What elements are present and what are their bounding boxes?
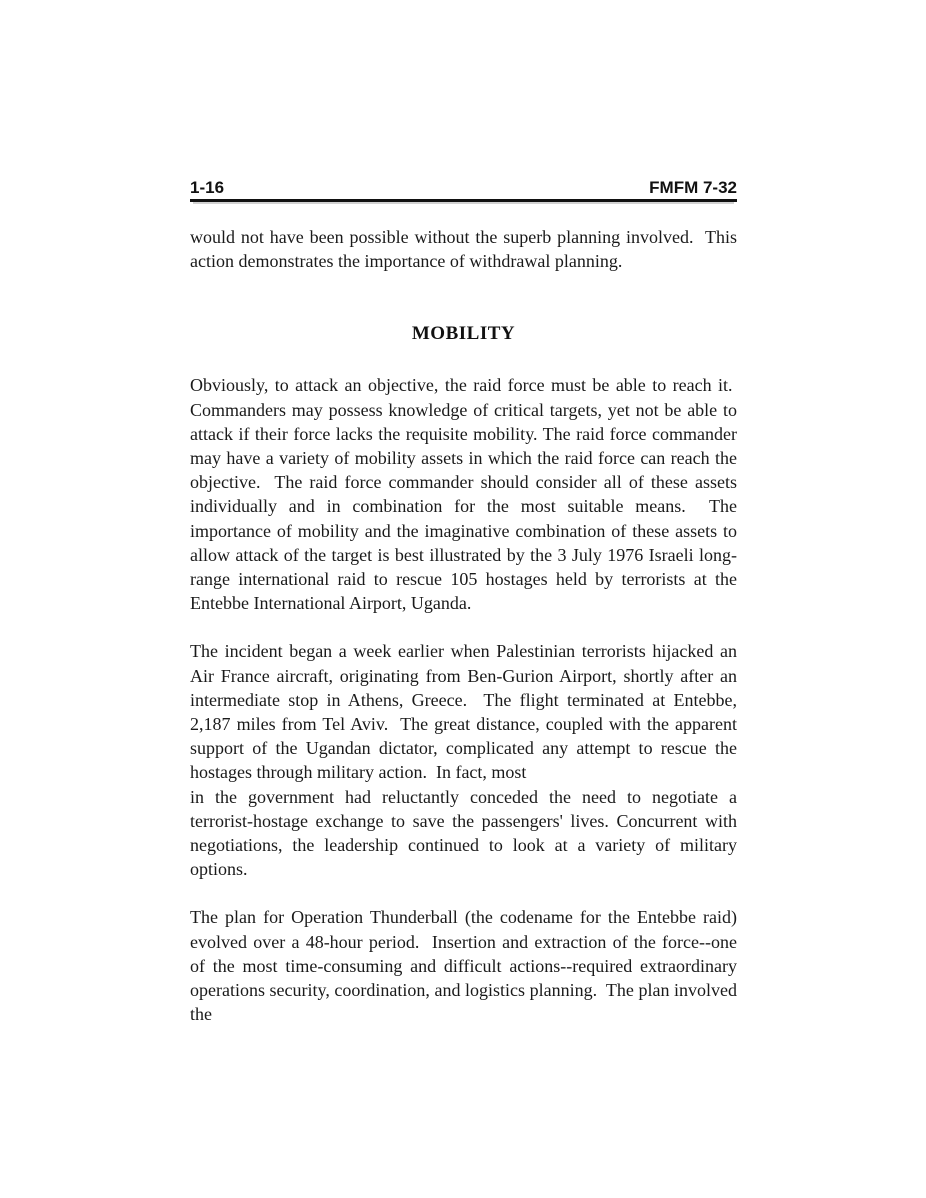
page-header [190,178,737,202]
publication-id: FMFM 7-32 [649,178,737,197]
section-heading-mobility: MOBILITY [411,323,516,345]
text-column [190,178,737,1026]
paragraph-operation-thunderball: The plan for Operation Thunderball (the codename for the Entebbe raid) evolved over a 48-hour period. Insertion and extraction of the force--one of the most time-consuming and difficult actions--required extraordinary operations security, coordination, and logistics planning. The plan involved the [190,907,737,1025]
paragraph-mobility-overview: Obviously, to attack an objective, the raid force must be able to reach it. Commanders may possess knowledge of critical targets, yet not be able to attack if their force lacks the requisite mobility. The raid force commander may have a variety of mobility assets in which the raid force can reach the objective. The raid force commander should consider all of these assets individually and in combination for the most suitable means. The importance of mobility and the imaginative combination of these assets to allow attack of the target is best illustrated by the 3 July 1976 Israeli long-range international raid to rescue 105 hostages held by terrorists at the Entebbe International Airport, Uganda. [190,375,737,614]
paragraph-incident-part1: The incident began a week earlier when Palestinian terrorists hijacked an Air France aircraft, originating from Ben-Gurion Airport, shortly after an intermediate stop in Athens, Greece. The flight terminated at Entebbe, 2,187 miles from Tel Aviv. The great distance, coupled with the apparent support of the Ugandan dictator, complicated any attempt to rescue the hostages through military action. In fact, most [190,641,737,783]
paragraph-incident-part2: in the government had reluctantly conceded the need to negotiate a terrorist-hostage exchange to save the passengers' lives. Concurrent with negotiations, the leadership continued to look at a variety of military options. [190,786,737,880]
page-number: 1-16 [190,178,225,197]
paragraph-withdrawal-planning: would not have been possible without the superb planning involved. This action demonstrates the importance of withdrawal planning. [190,227,737,272]
